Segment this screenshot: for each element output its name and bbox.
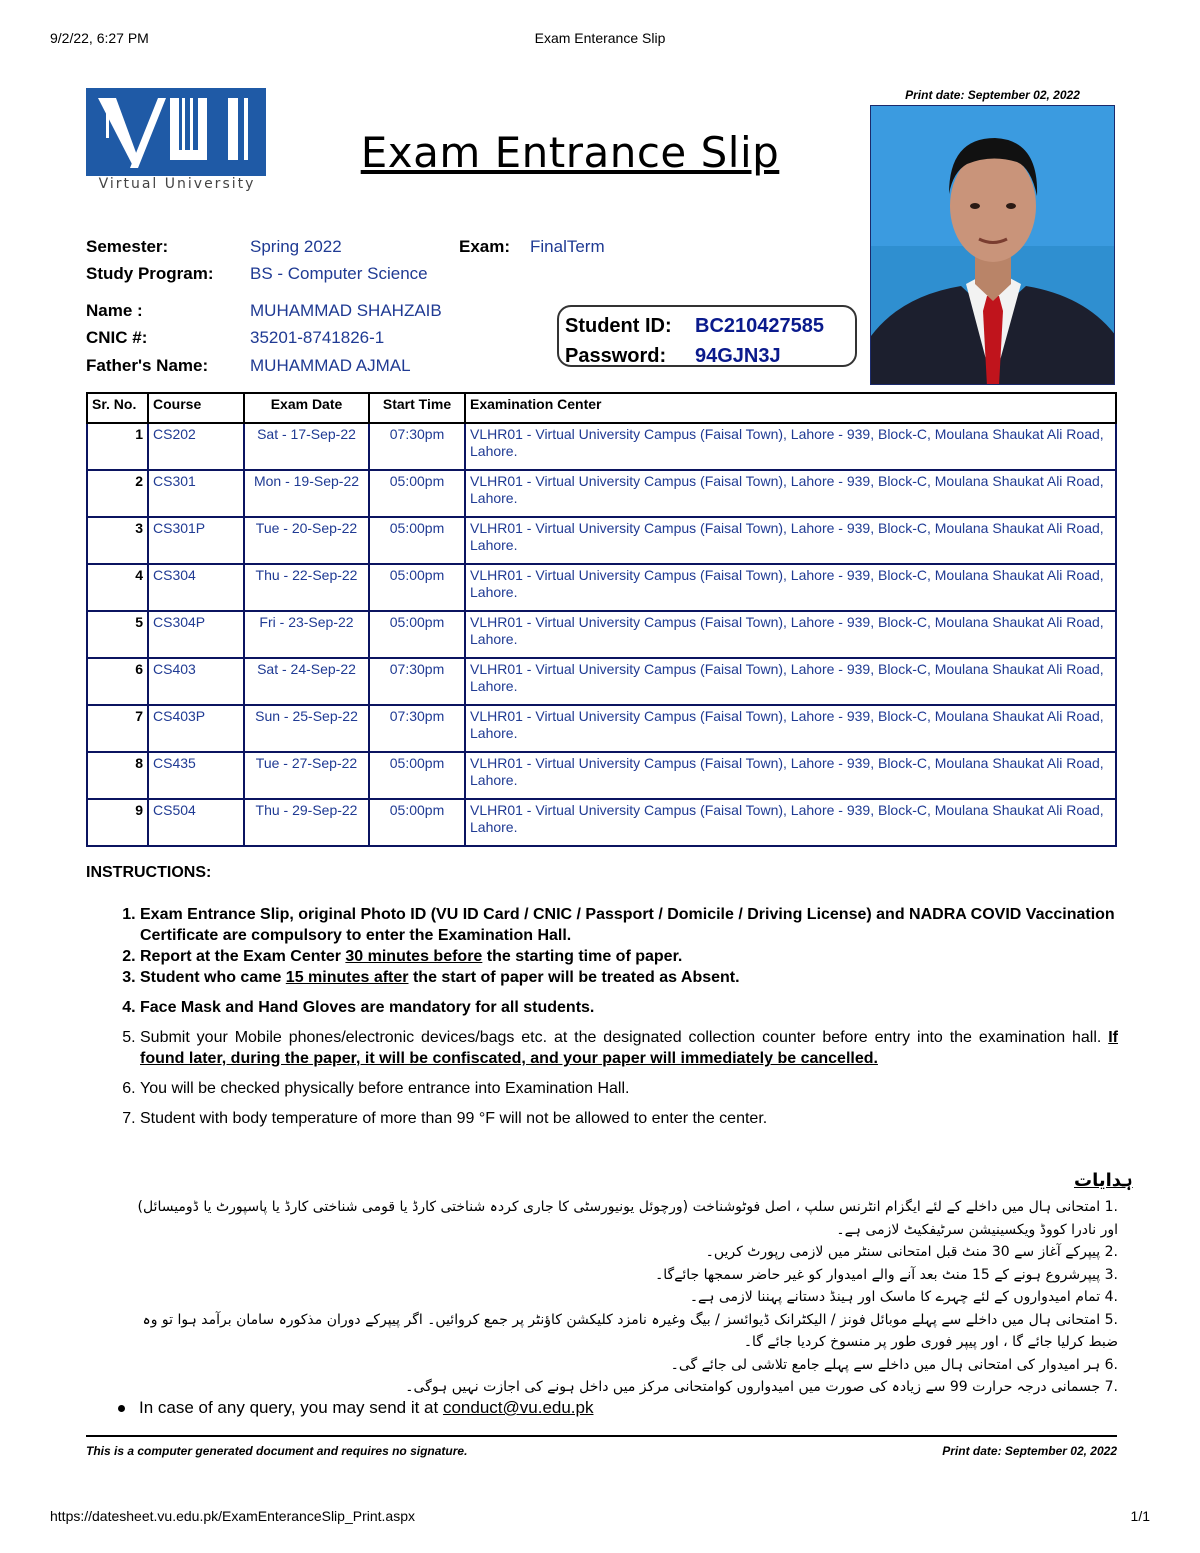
cell-course: CS202 [148, 423, 244, 470]
instructions-heading: INSTRUCTIONS: [86, 864, 212, 881]
urdu-line: .3 پیپرشروع ہونے کے 15 منٹ بعد آنے والے امیدوار کو غیر حاضر سمجھا جائےگا۔ [655, 1266, 1118, 1283]
print-date-top: Print date: September 02, 2022 [905, 88, 1080, 102]
exam-label: Exam: [459, 237, 511, 256]
print-header-datetime: 9/2/22, 6:27 PM [50, 30, 149, 46]
cell-course: CS403P [148, 705, 244, 752]
table-header-row [87, 393, 1116, 423]
cell-sr: 9 [87, 799, 148, 846]
cell-sr: 7 [87, 705, 148, 752]
cell-date: Thu - 29-Sep-22 [244, 799, 369, 846]
cell-time: 07:30pm [369, 705, 465, 752]
cell-center: VLHR01 - Virtual University Campus (Faisal Town), Lahore - 939, Block-C, Moulana Shaukat Ali Road, Lahore. [465, 658, 1116, 705]
instruction-item [140, 1027, 1118, 1069]
instructions-list [118, 904, 1118, 1138]
print-footer-page: 1/1 [1130, 1508, 1150, 1524]
urdu-instructions-heading: ہدایات [1074, 1170, 1133, 1190]
urdu-line: .1 امتحانی ہال میں داخلے کے لئے ایگزام انٹرنس سلپ ، اصل فوٹوشناخت (ورچوئل یونیورسٹی کا جاری کردہ شناختی کارڈ یا قومی شناختی کارڈ یا پاسپورٹ یا ڈومیسائل) [137, 1199, 1118, 1215]
cnic-label: CNIC #: [86, 328, 148, 347]
query-note [118, 1398, 594, 1418]
urdu-line: .7 جسمانی درجہ حرارت 99 سے زیادہ کی صورت میں امیدواروں کوامتحانی مرکز میں داخل ہونے کی اجازت نہیں ہوگی۔ [405, 1379, 1118, 1395]
instruction-emphasis: 15 minutes after [285, 969, 409, 986]
instruction-item: 1. Exam Entrance Slip, original Photo ID (VU ID Card / CNIC / Passport / Domicile / Driving License) and NADRA COVID Vaccination Certificate are compulsory to enter the Examination Hall. [140, 904, 1118, 946]
cnic-value: 35201-8741826-1 [250, 328, 385, 347]
cell-sr: 3 [87, 517, 148, 564]
semester-label: Semester: [86, 237, 169, 256]
print-footer-url: https://datesheet.vu.edu.pk/ExamEnteranceSlip_Print.aspx [50, 1508, 415, 1524]
cell-time: 05:00pm [369, 470, 465, 517]
exam-schedule-table [86, 392, 1117, 847]
urdu-instructions [78, 1196, 1118, 1399]
generated-note: This is a computer generated document and requires no signature. [86, 1444, 468, 1458]
table-row [87, 611, 1116, 658]
cell-center: VLHR01 - Virtual University Campus (Faisal Town), Lahore - 939, Block-C, Moulana Shaukat Ali Road, Lahore. [465, 470, 1116, 517]
instruction-text: Report at the Exam Center [140, 948, 346, 965]
cell-sr: 2 [87, 470, 148, 517]
cell-time: 07:30pm [369, 658, 465, 705]
urdu-line: .4 تمام امیدواروں کے لئے چہرے کا ماسک اور ہینڈ دستانے پہننا لازمی ہے۔ [689, 1289, 1118, 1305]
instruction-text: Student who came [140, 969, 286, 986]
father-name-value: MUHAMMAD AJMAL [250, 356, 411, 375]
table-row [87, 564, 1116, 611]
cell-course: CS304 [148, 564, 244, 611]
table-row [87, 423, 1116, 470]
cell-course: CS403 [148, 658, 244, 705]
cell-center: VLHR01 - Virtual University Campus (Faisal Town), Lahore - 939, Block-C, Moulana Shaukat Ali Road, Lahore. [465, 752, 1116, 799]
cell-time: 05:00pm [369, 752, 465, 799]
urdu-line: ضبط کرلیا جائے گا ، اور پیپر فوری طور پر منسوخ کردیا جائے گا۔ [743, 1334, 1118, 1350]
cell-date: Tue - 27-Sep-22 [244, 752, 369, 799]
cell-date: Sat - 17-Sep-22 [244, 423, 369, 470]
cell-date: Tue - 20-Sep-22 [244, 517, 369, 564]
name-value: MUHAMMAD SHAHZAIB [250, 301, 442, 320]
cell-date: Fri - 23-Sep-22 [244, 611, 369, 658]
cell-center: VLHR01 - Virtual University Campus (Faisal Town), Lahore - 939, Block-C, Moulana Shaukat Ali Road, Lahore. [465, 517, 1116, 564]
print-header-title: Exam Enterance Slip [534, 30, 666, 46]
cell-sr: 4 [87, 564, 148, 611]
urdu-line: اور نادرا کووڈ ویکسینیشن سرٹیفکیٹ لازمی ہے۔ [836, 1221, 1118, 1238]
urdu-line: .6 ہر امیدوار کی امتحانی ہال میں داخلے سے پہلے جامع تلاشی لی جائے گی۔ [670, 1356, 1118, 1373]
cell-sr: 8 [87, 752, 148, 799]
instruction-emphasis: 30 minutes before [345, 948, 483, 965]
header-exam-center: Examination Center [465, 393, 1116, 423]
cell-center: VLHR01 - Virtual University Campus (Faisal Town), Lahore - 939, Block-C, Moulana Shaukat Ali Road, Lahore. [465, 799, 1116, 846]
instruction-text: Submit your Mobile phones/electronic devices/bags etc. at the designated collection counter before entry into the examination hall. [140, 1029, 1109, 1046]
credentials-box [557, 305, 857, 367]
cell-time: 05:00pm [369, 517, 465, 564]
header-sr-no: Sr. No. [87, 393, 148, 423]
cell-sr: 5 [87, 611, 148, 658]
cell-time: 05:00pm [369, 611, 465, 658]
exam-value: FinalTerm [530, 237, 605, 256]
program-value: BS - Computer Science [250, 264, 428, 283]
cell-date: Sat - 24-Sep-22 [244, 658, 369, 705]
instruction-item: 6. You will be checked physically before entrance into Examination Hall. [140, 1078, 1118, 1099]
cell-course: CS301P [148, 517, 244, 564]
instruction-text: the starting time of paper. [482, 948, 683, 965]
table-row [87, 705, 1116, 752]
cell-course: CS301 [148, 470, 244, 517]
password-label: Password: [565, 345, 667, 367]
name-label: Name : [86, 301, 143, 320]
cell-center: VLHR01 - Virtual University Campus (Faisal Town), Lahore - 939, Block-C, Moulana Shaukat Ali Road, Lahore. [465, 611, 1116, 658]
instruction-emphasis: If found later, during the paper, it will be confiscated, and your paper will immediately be cancelled. [140, 1029, 1118, 1067]
instruction-text: the start of paper will be treated as Absent. [408, 969, 740, 986]
instruction-item [140, 946, 1118, 967]
vu-logo [86, 88, 266, 196]
vu-logo-text: Virtual University [98, 176, 256, 192]
password-value: 94GJN3J [695, 345, 781, 367]
table-row [87, 470, 1116, 517]
cell-center: VLHR01 - Virtual University Campus (Faisal Town), Lahore - 939, Block-C, Moulana Shaukat Ali Road, Lahore. [465, 705, 1116, 752]
student-id-value: BC210427585 [695, 315, 824, 337]
student-photo [870, 105, 1115, 385]
instruction-item: 7. Student with body temperature of more than 99 °F will not be allowed to enter the center. [140, 1108, 1118, 1129]
cell-time: 07:30pm [369, 423, 465, 470]
cell-date: Thu - 22-Sep-22 [244, 564, 369, 611]
student-id-label: Student ID: [565, 315, 672, 337]
father-name-label: Father's Name: [86, 356, 209, 375]
cell-date: Sun - 25-Sep-22 [244, 705, 369, 752]
table-row [87, 658, 1116, 705]
contact-email-link[interactable]: conduct@vu.edu.pk [442, 1398, 594, 1417]
cell-center: VLHR01 - Virtual University Campus (Faisal Town), Lahore - 939, Block-C, Moulana Shaukat Ali Road, Lahore. [465, 564, 1116, 611]
cell-course: CS435 [148, 752, 244, 799]
instruction-item [140, 967, 1118, 988]
cell-date: Mon - 19-Sep-22 [244, 470, 369, 517]
cell-time: 05:00pm [369, 564, 465, 611]
instruction-item: 4. Face Mask and Hand Gloves are mandatory for all students. [140, 997, 1118, 1018]
semester-value: Spring 2022 [250, 237, 342, 256]
cell-course: CS504 [148, 799, 244, 846]
cell-course: CS304P [148, 611, 244, 658]
header-exam-date: Exam Date [244, 393, 369, 423]
urdu-line: .2 پیپرکے آغاز سے 30 منٹ قبل امتحانی سنٹر میں لازمی رپورٹ کریں۔ [705, 1244, 1118, 1260]
bullet-icon [118, 1405, 125, 1412]
table-row [87, 752, 1116, 799]
header-start-time: Start Time [369, 393, 465, 423]
cell-time: 05:00pm [369, 799, 465, 846]
cell-sr: 1 [87, 423, 148, 470]
query-text: In case of any query, you may send it at [139, 1398, 443, 1417]
header-course: Course [148, 393, 244, 423]
footer-divider [86, 1435, 1117, 1437]
table-row [87, 799, 1116, 846]
cell-center: VLHR01 - Virtual University Campus (Faisal Town), Lahore - 939, Block-C, Moulana Shaukat Ali Road, Lahore. [465, 423, 1116, 470]
print-date-bottom: Print date: September 02, 2022 [942, 1444, 1117, 1458]
program-label: Study Program: [86, 264, 214, 283]
urdu-line: .5 امتحانی ہال میں داخلے سے پہلے موبائل فونز / الیکٹرانک ڈیوائسز / بیگ وغیرہ نامزد کلیکشن کاؤنٹر پر جمع کروائیں۔ اگر پیپرکے دوران مذکورہ سامان برآمد ہوا تو وہ [142, 1311, 1118, 1328]
page-title: Exam Entrance Slip [360, 128, 780, 177]
cell-sr: 6 [87, 658, 148, 705]
table-row [87, 517, 1116, 564]
